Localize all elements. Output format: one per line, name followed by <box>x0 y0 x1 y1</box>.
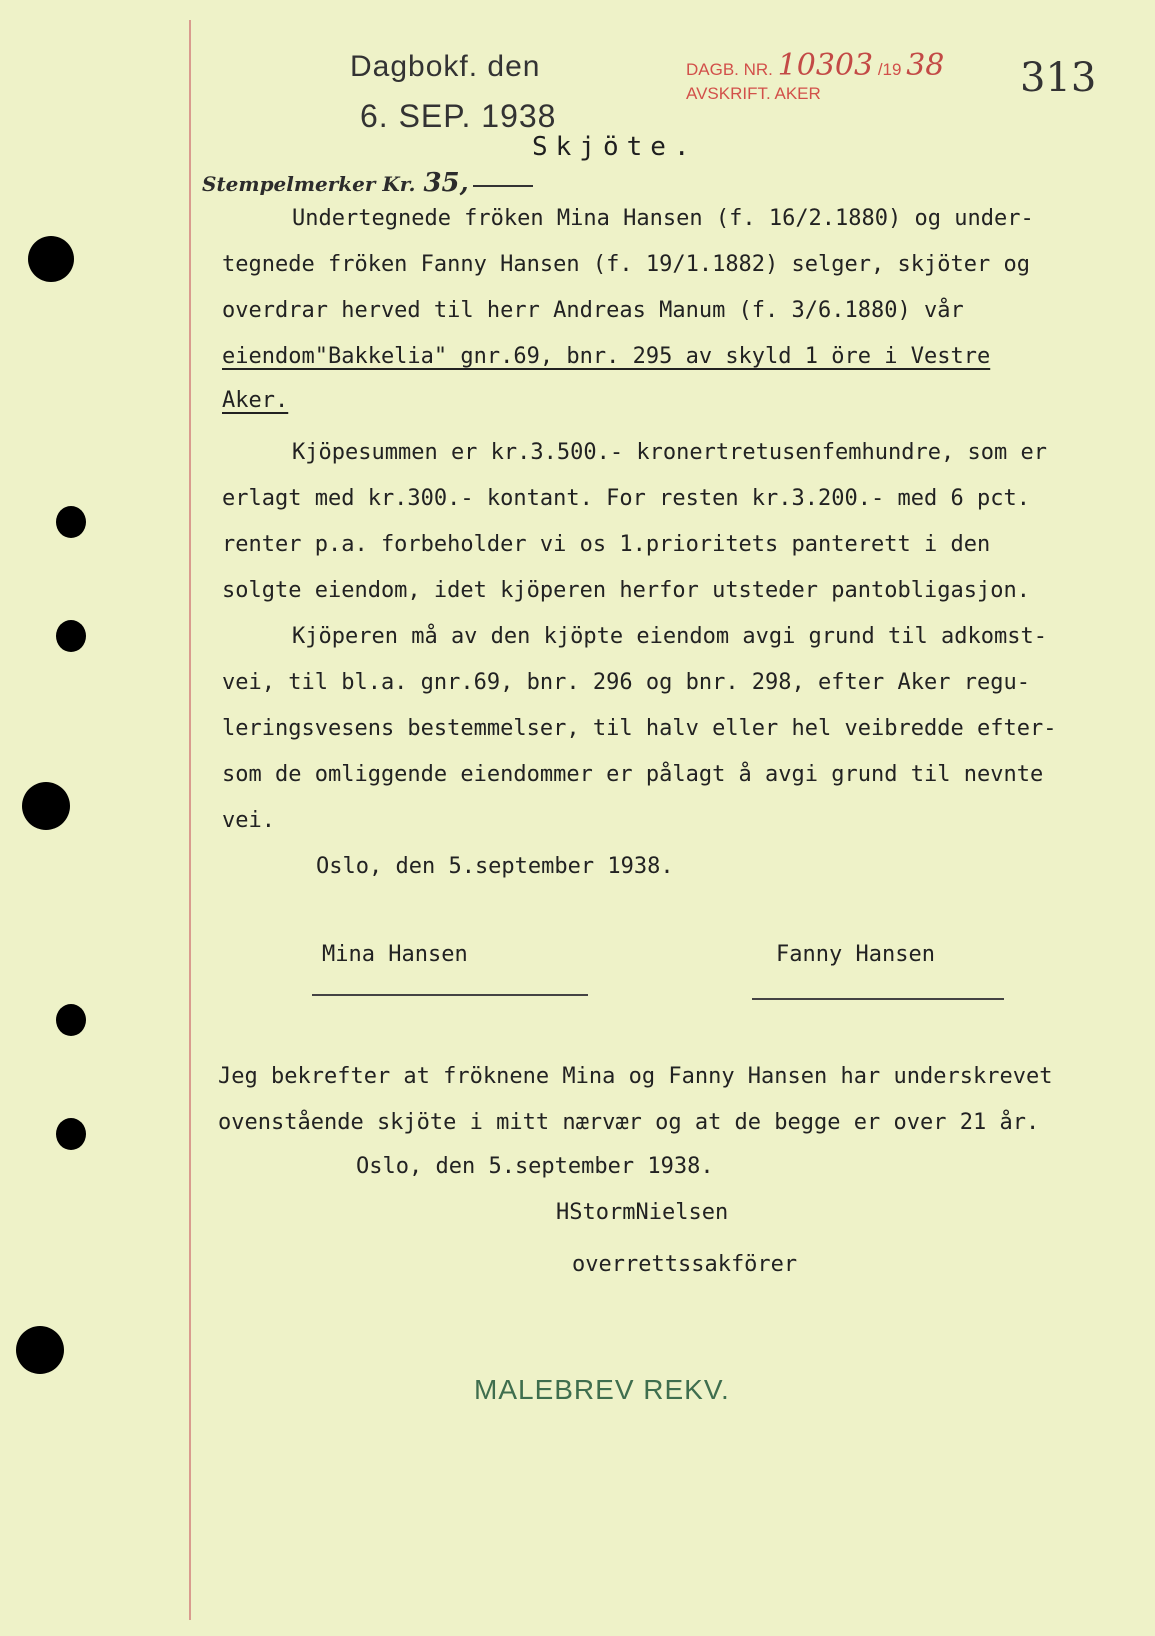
witness-title: overrettssakförer <box>572 1252 798 1277</box>
body-line: solgte eiendom, idet kjöperen herfor utsteder pantobligasjon. <box>222 578 1030 603</box>
body-line: leringsvesens bestemmelser, til halv eller hel veibredde efter- <box>222 716 1057 741</box>
malebrev-stamp: MALEBREV REKV. <box>474 1374 730 1405</box>
document-title: Skjöte. <box>532 132 698 162</box>
body-line: vei. <box>222 808 275 833</box>
punch-hole <box>56 506 86 538</box>
stempel-line <box>202 168 533 198</box>
body-line: renter p.a. forbeholder vi os 1.prioritets panterett i den <box>222 532 991 557</box>
witness-date: Oslo, den 5.september 1938. <box>356 1154 714 1179</box>
body-line: erlagt med kr.300.- kontant. For resten kr.3.200.- med 6 pct. <box>222 486 1030 511</box>
body-line: Kjöpesummen er kr.3.500.- kronertretusenfemhundre, som er <box>292 440 1047 465</box>
signature-line <box>752 998 1004 1000</box>
body-line: eiendom"Bakkelia" gnr.69, bnr. 295 av skyld 1 öre i Vestre <box>222 344 991 369</box>
witness-line: ovenstående skjöte i mitt nærvær og at de begge er over 21 år. <box>218 1110 1040 1135</box>
dagb-number: 10303 <box>777 48 874 83</box>
stempel-label: Stempelmerker Kr. <box>202 172 416 196</box>
place-date: Oslo, den 5.september 1938. <box>316 854 674 879</box>
body-line: overdrar herved til herr Andreas Manum (f. 3/6.1880) vår <box>222 298 964 323</box>
signature-name: Fanny Hansen <box>776 942 935 967</box>
dagb-year-prefix: /19 <box>877 60 902 79</box>
dagb-year: 38 <box>906 48 945 83</box>
stamp-date-line2: 6. SEP. 1938 <box>360 98 557 134</box>
signature-name: Mina Hansen <box>322 942 468 967</box>
stempel-value: 35, <box>423 168 469 198</box>
stempel-dash <box>473 185 533 187</box>
witness-name: HStormNielsen <box>556 1200 729 1225</box>
punch-hole <box>56 620 86 652</box>
dagb-label: DAGB. NR. <box>686 60 773 79</box>
body-line: tegnede fröken Fanny Hansen (f. 19/1.1882) selger, skjöter og <box>222 252 1030 277</box>
body-line: Aker. <box>222 388 289 413</box>
body-line: som de omliggende eiendommer er pålagt å avgi grund til nevnte <box>222 762 1044 787</box>
punch-hole <box>16 1326 64 1374</box>
body-line: Kjöperen må av den kjöpte eiendom avgi grund til adkomst- <box>292 624 1047 649</box>
body-line: vei, til bl.a. gnr.69, bnr. 296 og bnr. 298, efter Aker regu- <box>222 670 1030 695</box>
margin-line <box>189 20 191 1620</box>
signature-line <box>312 994 588 996</box>
dagbok-stamp <box>686 48 945 106</box>
avskrift-label: AVSKRIFT. AKER <box>686 84 821 103</box>
stamp-date-line1: Dagbokf. den <box>350 50 541 83</box>
body-line: Undertegnede fröken Mina Hansen (f. 16/2.1880) og under- <box>292 206 1034 231</box>
page-number: 313 <box>1020 55 1097 101</box>
punch-hole <box>56 1004 86 1036</box>
punch-hole <box>56 1118 86 1150</box>
punch-hole <box>22 782 70 830</box>
punch-hole <box>28 236 74 282</box>
witness-line: Jeg bekrefter at fröknene Mina og Fanny Hansen har underskrevet <box>218 1064 1053 1089</box>
